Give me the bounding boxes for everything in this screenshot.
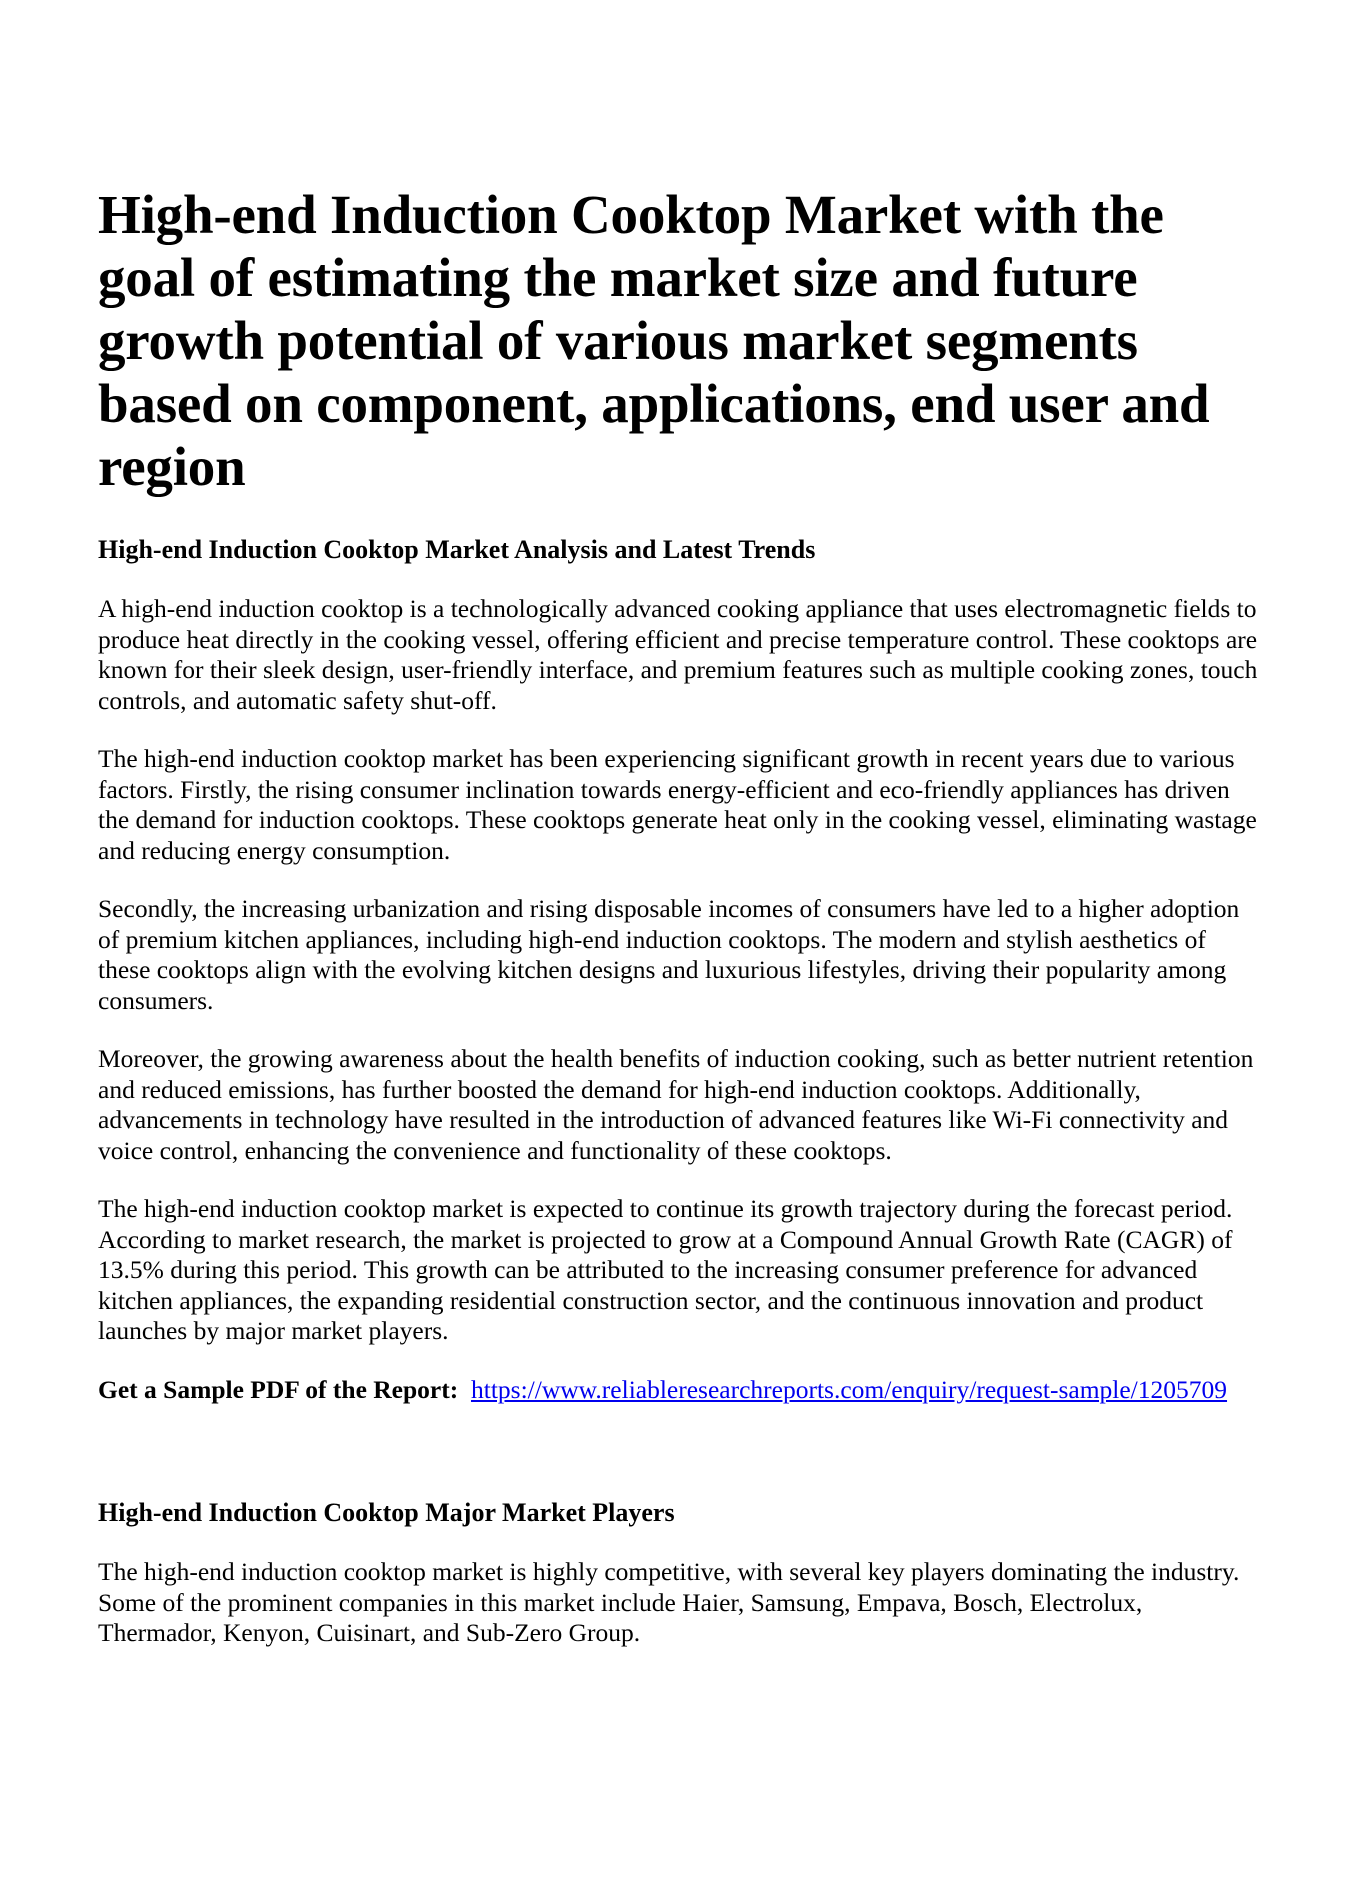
document-page (98, 183, 1258, 1649)
paragraph-trends-4: Moreover, the growing awareness about the health benefits of induction cooking, such as better nutrient retention and reduced emissions, has further boosted the demand for high-end induction cooktops. Additionally, advancements in technology have resulted in the introduction of advanced features like Wi-Fi connectivity and voice control, enhancing the convenience and functionality of these cooktops. (98, 1044, 1254, 1165)
paragraph-trends-1: A high-end induction cooktop is a technologically advanced cooking appliance that uses electromagnetic fields to produce heat directly in the cooking vessel, offering efficient and precise temperature control. These cooktops are known for their sleek design, user-friendly interface, and premium features such as multiple cooking zones, touch controls, and automatic safety shut-off. (98, 594, 1258, 715)
paragraph-trends-2: The high-end induction cooktop market has been experiencing significant growth in recent years due to various factors. Firstly, the rising consumer inclination towards energy-efficient and eco-friendly appliances has driven the demand for induction cooktops. These cooktops generate heat only in the cooking vessel, eliminating wastage and reducing energy consumption. (98, 744, 1257, 865)
sample-pdf-label: Get a Sample PDF of the Report: (98, 1374, 459, 1404)
paragraph-trends-3: Secondly, the increasing urbanization and rising disposable incomes of consumers have led to a higher adoption of premium kitchen appliances, including high-end induction cooktops. The modern and stylish aesthetics of these cooktops align with the evolving kitchen designs and luxurious lifestyles, driving their popularity among consumers. (98, 894, 1240, 1015)
section-heading-players: High-end Induction Cooktop Major Market Players (98, 1498, 675, 1527)
paragraph-players-1: The high-end induction cooktop market is highly competitive, with several key players dominating the industry. Some of the prominent companies in this market include Haier, Samsung, Empava, Bosch, Electrolux, Thermador, Kenyon, Cuisinart, and Sub-Zero Group. (98, 1557, 1240, 1647)
sample-pdf-line (98, 1375, 1258, 1406)
paragraph-trends-5: The high-end induction cooktop market is expected to continue its growth trajectory during the forecast period. According to market research, the market is projected to grow at a Compound Annual Growth Rate (CAGR) of 13.5% during this period. This growth can be attributed to the increasing consumer preference for advanced kitchen appliances, the expanding residential construction sector, and the continuous innovation and product launches by major market players. (98, 1194, 1233, 1345)
section-heading-trends: High-end Induction Cooktop Market Analysis and Latest Trends (98, 535, 816, 564)
page-title: High-end Induction Cooktop Market with the goal of estimating the market size and future growth potential of various market segments based on component, applications, end user and region (98, 184, 1210, 497)
sample-pdf-link[interactable]: https://www.reliableresearchreports.com/enquiry/request-sample/1205709 (470, 1374, 1228, 1404)
